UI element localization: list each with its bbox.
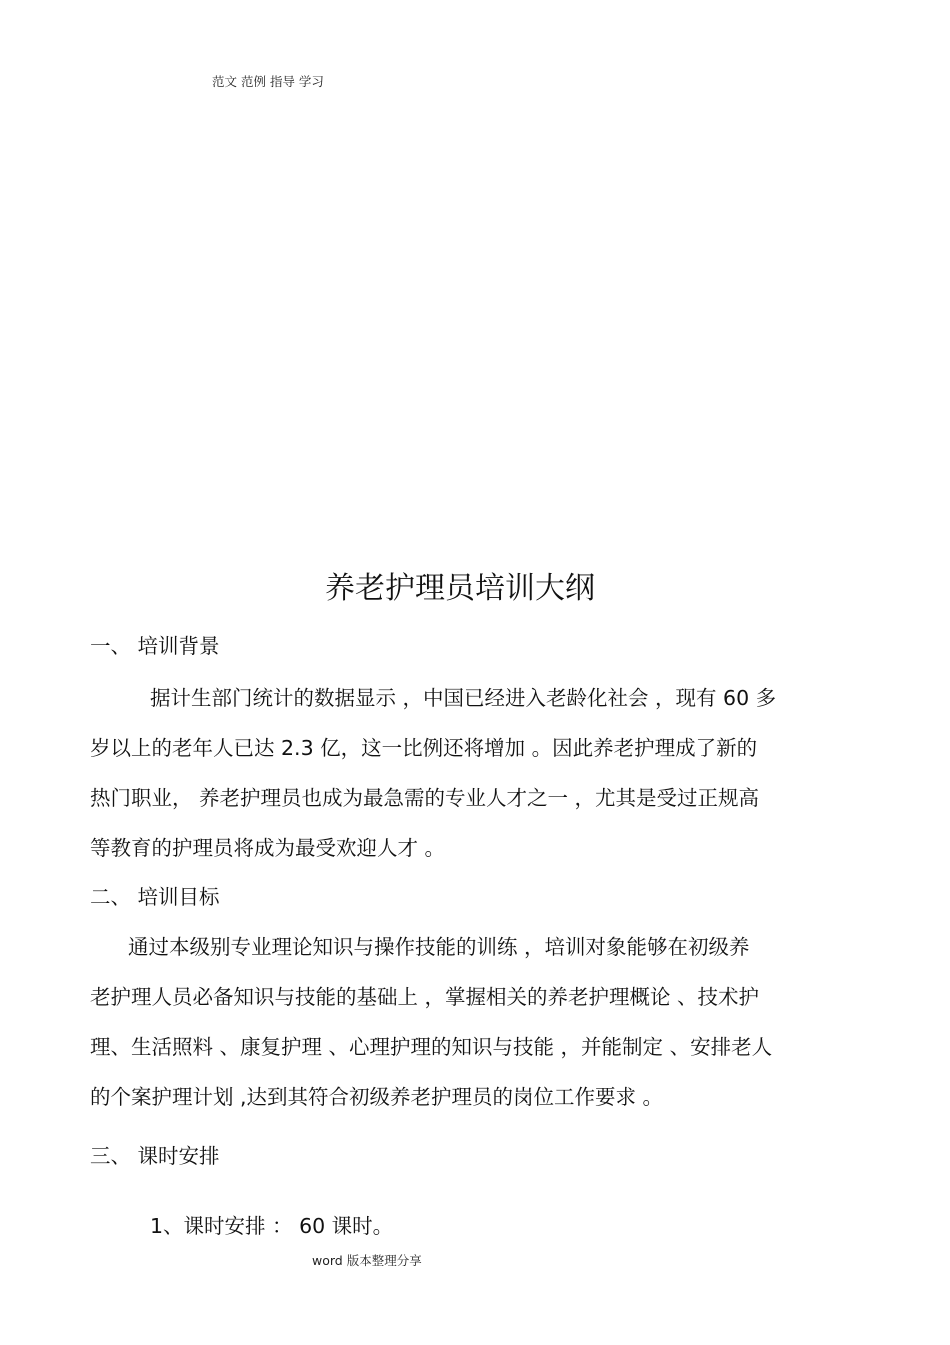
body-line: 热门职业， 养老护理员也成为最急需的专业人才之一 ，尤其是受过正规高 — [90, 786, 760, 810]
body-line: 的个案护理计划 ,达到其符合初级养老护理员的岗位工作要求 。 — [90, 1085, 664, 1109]
body-line: 1、课时安排 ： 60 课时。 — [150, 1214, 394, 1238]
body-line: 老护理人员必备知识与技能的基础上 ，掌握相关的养老护理概论 、技术护 — [90, 985, 760, 1009]
body-line: 等教育的护理员将成为最受欢迎人才 。 — [90, 836, 446, 860]
section-heading-goals: 二、 培训目标 — [90, 885, 220, 909]
body-line: 通过本级别专业理论知识与操作技能的训练 ，培训对象能够在初级养 — [128, 935, 750, 959]
body-line: 岁以上的老年人已达 2.3 亿，这一比例还将增加 。因此养老护理成了新的 — [90, 736, 758, 760]
page-footer: word 版本整理分享 — [312, 1253, 422, 1268]
body-line: 据计生部门统计的数据显示 ，中国已经进入老龄化社会 ，现有 60 多 — [150, 686, 777, 710]
document-title: 养老护理员培训大纲 — [325, 571, 595, 606]
body-line: 理、生活照料 、康复护理 、心理护理的知识与技能 ，并能制定 、安排老人 — [90, 1035, 773, 1059]
page-header: 范文 范例 指导 学习 — [212, 74, 324, 89]
section-heading-schedule: 三、 课时安排 — [90, 1144, 220, 1168]
section-heading-background: 一、 培训背景 — [90, 634, 220, 658]
